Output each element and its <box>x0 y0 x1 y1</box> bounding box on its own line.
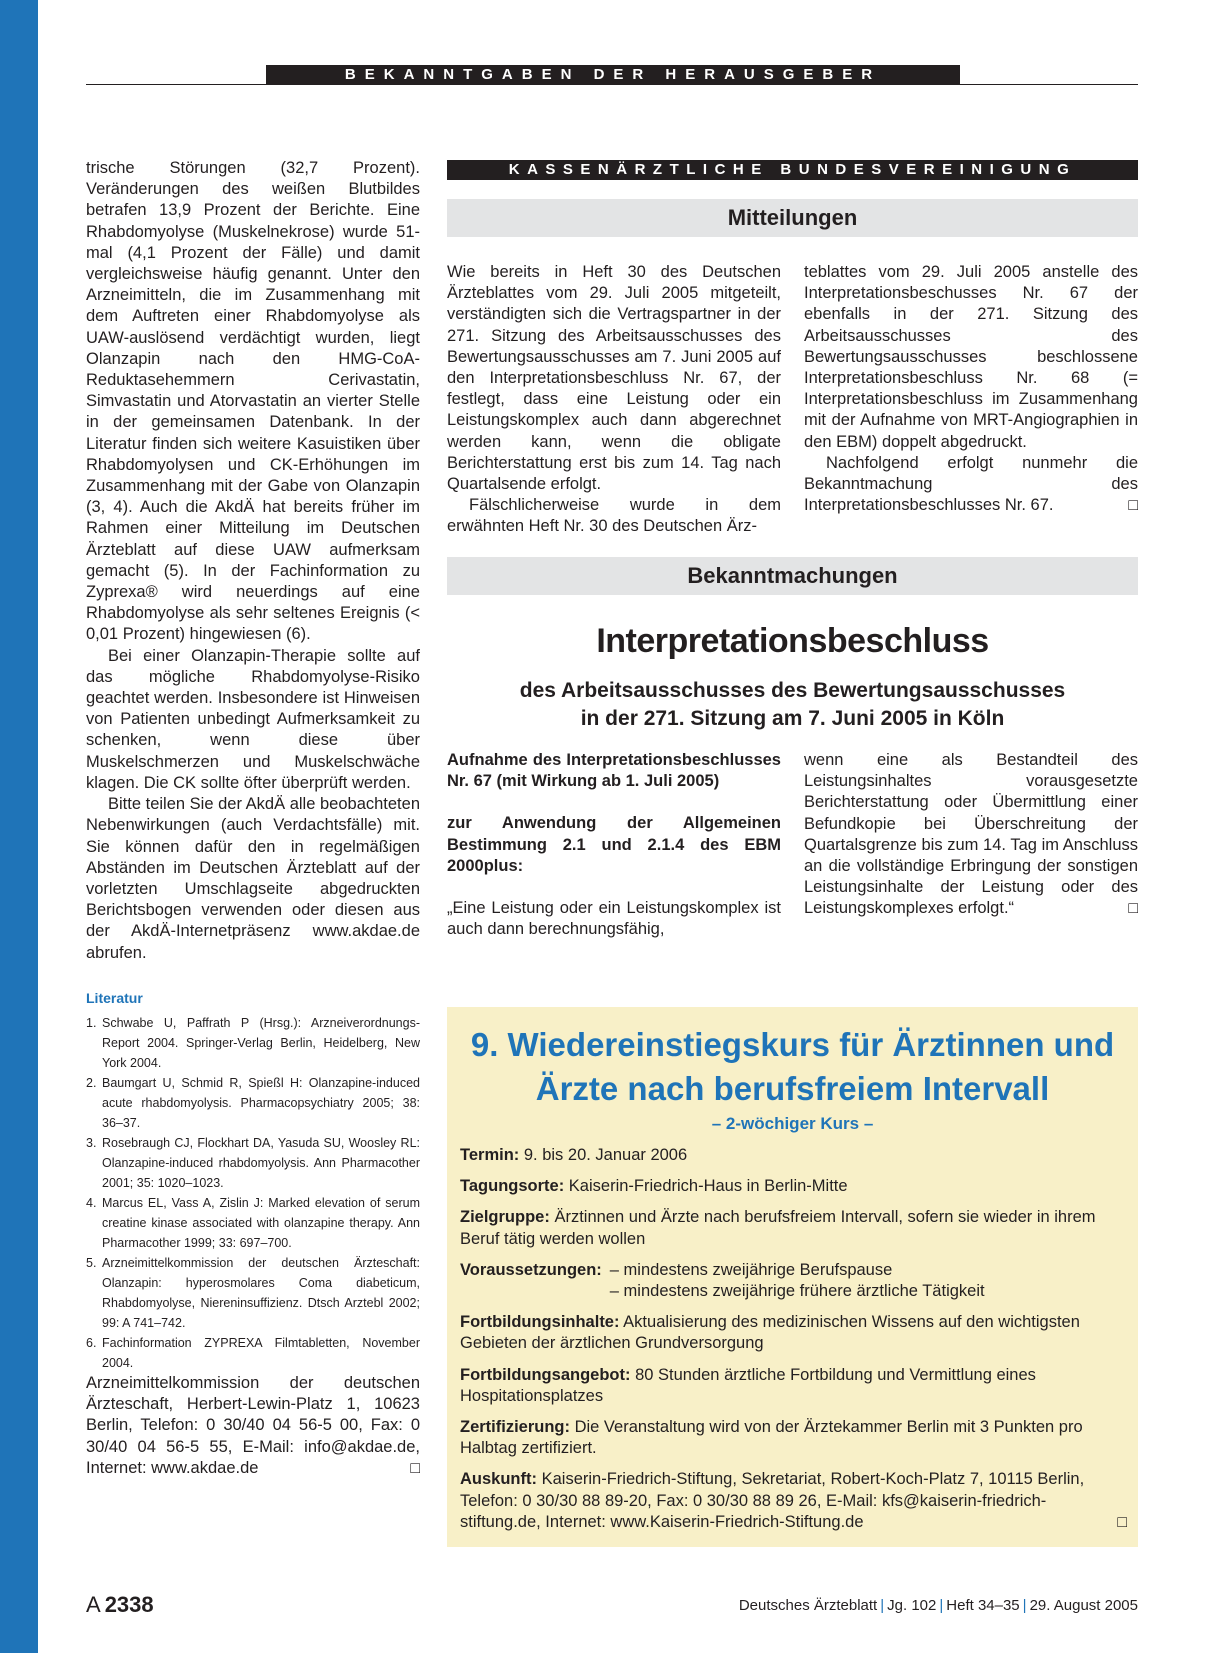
voraussetzungen-list <box>610 1260 985 1302</box>
zielgruppe-value: Ärztinnen und Ärzte nach berufsfreiem Intervall, sofern sie wieder in ihrem Beruf tätig werden wollen <box>460 1208 1096 1248</box>
course-title <box>447 1023 1138 1111</box>
termin-label: Termin: <box>460 1146 520 1164</box>
course-subtitle: – 2-wöchiger Kurs – <box>711 1114 874 1133</box>
course-title-line-1: 9. Wiedereinstiegskurs für Ärztinnen und <box>470 1026 1115 1063</box>
literature-item <box>86 1193 420 1253</box>
mitteilungen-column-1 <box>447 262 781 538</box>
interpretationsbeschluss-title: Interpretationsbeschluss <box>596 622 989 660</box>
course-angebot <box>460 1365 1127 1407</box>
left-paragraph-1: trische Störungen (32,7 Prozent). Veränderungen des weißen Blutbildes betrafen 13,9 Prozent der Berichte. Eine Rhabdomyolyse (Muskelnekrose) wurde 51-mal (4,1 Prozent der Fälle) und damit vergleichsweise häufig genannt. Unter den Arzneimitteln, die im Zusammenhang mit dem Auftreten einer Rhabdomyolyse als UAW-auslösend verdächtigt wurden, liegt Olanzapin nach den HMG-CoA-Reduktasehemmern Cerivastatin, Simvastatin und Atorvastatin an vierter Stelle in der gemeinsamen Datenbank. In der Literatur finden sich weitere Kasuistiken über Rhabdomyolysen und CK-Erhöhungen im Zusammenhang mit der Gabe von Olanzapin (3, 4). Auch die AkdÄ hat bereits früher im Rahmen einer Mitteilung im Deutschen Ärzteblatt auf diese UAW aufmerksam gemacht (5). In der Fachinformation zu Zyprexa® wird neuerdings auf eine Rhabdomyolyse als sehr seltenes Ereignis (< 0,01 Prozent) hingewiesen (6). <box>86 159 420 644</box>
mitteilungen-paragraph-4-text: Nachfolgend erfolgt nunmehr die Bekanntmachung des Interpretationsbeschlusses Nr. 67. <box>804 453 1138 515</box>
address-block <box>86 1373 420 1479</box>
literature-list <box>86 1013 420 1373</box>
subtitle-line-1: des Arbeitsausschusses des Bewertungsausschusses <box>519 679 1066 702</box>
beschluss-text-1: „Eine Leistung oder ein Leistungskomplex ist auch dann berechnungsfähig, <box>447 899 781 939</box>
journal-name: Deutsches Ärzteblatt <box>738 1597 878 1614</box>
literature-text: Schwabe U, Paffrath P (Hrsg.): Arzneiverordnungs-Report 2004. Springer-Verlag Berlin, Heidelberg, New York 2004. <box>102 1015 420 1070</box>
separator: | <box>1022 1597 1027 1614</box>
zert-value: Die Veranstaltung wird von der Ärztekammer Berlin mit 3 Punkten pro Halbtag zertifiziert. <box>460 1418 1083 1458</box>
course-details <box>460 1145 1127 1543</box>
separator: | <box>880 1597 885 1614</box>
journal-date: 29. August 2005 <box>1029 1597 1138 1614</box>
literature-number: 1. <box>86 1015 97 1030</box>
angebot-label: Fortbildungsangebot: <box>460 1365 631 1384</box>
beschluss-text-2-block <box>804 750 1138 920</box>
beschluss-bold-1: Aufnahme des Interpretationsbeschlusses Nr. 67 (mit Wirkung ab 1. Juli 2005) <box>447 751 781 791</box>
literature-number: 4. <box>86 1195 97 1210</box>
mitteilungen-heading: Mitteilungen <box>447 199 1138 237</box>
literature-text: Arzneimittelkommission der deutschen Ärzteschaft: Olanzapin: hyperosmolares Coma diabeticum, Rhabdomyolyse, Niereninsuffizienz. Dtsch Arztebl 2002; 99: A 741–742. <box>102 1255 420 1330</box>
termin-value: 9. bis 20. Januar 2006 <box>523 1146 688 1164</box>
page-number <box>86 1592 154 1618</box>
header-band: BEKANNTGABEN DER HERAUSGEBER <box>266 65 960 85</box>
inhalte-value: Aktualisierung des medizinischen Wissens auf den wichtigsten Gebieten der ärztlichen Grundversorgung <box>460 1313 1080 1353</box>
sidebar-stripe <box>0 0 38 1653</box>
zert-label: Zertifizierung: <box>460 1418 570 1437</box>
page-prefix: A <box>86 1592 101 1617</box>
course-inhalte <box>460 1312 1127 1354</box>
tagungsorte-label: Tagungsorte: <box>460 1177 565 1196</box>
subtitle-line-2: in der 271. Sitzung am 7. Juni 2005 in Köln <box>580 707 1005 730</box>
address-text: Arzneimittelkommission der deutschen Ärzteschaft, Herbert-Lewin-Platz 1, 10623 Berlin, Telefon: 0 30/40 04 56-5 00, Fax: 0 30/40 04 56-5 55, E-Mail: info@akdae.de, Internet: www.akdae.de <box>86 1373 420 1477</box>
mitteilungen-column-2 <box>804 262 1138 516</box>
end-mark-icon: □ <box>1128 497 1138 515</box>
literature-number: 6. <box>86 1335 97 1350</box>
zielgruppe-label: Zielgruppe: <box>460 1208 550 1227</box>
literature-number: 2. <box>86 1075 97 1090</box>
left-column <box>86 158 420 1479</box>
course-termin <box>460 1145 1127 1166</box>
literature-item <box>86 1333 420 1373</box>
mitteilungen-paragraph-2: Fälschlicherweise wurde in dem erwähnten Heft Nr. 30 des Deutschen Ärz- <box>447 496 781 536</box>
mitteilungen-paragraph-3: teblattes vom 29. Juli 2005 anstelle des Interpretationsbeschusses Nr. 67 der ebenfalls in der 271. Sitzung des Arbeitsausschusses des Bewertungsausschusses beschlossene Interpretationsbeschluss Nr. 68 (= Interpretationsbeschluss im Zusammenhang mit der Aufnahme von MRT-Angiographien in den EBM) doppelt abgedruckt. <box>804 263 1138 451</box>
voraussetzungen-label: Voraussetzungen: <box>460 1260 602 1279</box>
literature-text: Marcus EL, Vass A, Zislin J: Marked elevation of serum creatine kinase associated with olanzapine therapy. Ann Pharmacother 1999; 33: 697–700. <box>102 1195 420 1250</box>
literature-item <box>86 1013 420 1073</box>
course-auskunft <box>460 1469 1127 1533</box>
literature-item <box>86 1253 420 1333</box>
left-paragraph-2: Bei einer Olanzapin-Therapie sollte auf das mögliche Rhabdomyolyse-Risiko geachtet werden. Insbesondere ist Hinweisen von Patienten unbedingt Aufmerksamkeit zu schenken, wenn diese über Muskelschmerzen und Muskelschwäche klagen. Die CK sollte öfter überprüft werden. <box>86 646 420 792</box>
course-zertifizierung <box>460 1417 1127 1459</box>
journal-info <box>739 1597 1138 1614</box>
end-mark-icon: □ <box>1117 1513 1127 1531</box>
beschluss-bold-2: zur Anwendung der Allgemeinen Bestimmung 2.1 und 2.1.4 des EBM 2000plus: <box>447 814 781 875</box>
auskunft-value: Kaiserin-Friedrich-Stiftung, Sekretariat, Robert-Koch-Platz 7, 10115 Berlin, Telefon: 0 30/30 88 89-20, Fax: 0 30/30 88 89 26, E-Mail: kfs@kaiserin-friedrich-stiftung.de, Internet: www.Kaiserin-Friedrich-Stiftung.de <box>460 1470 1085 1531</box>
mitteilungen-paragraph-1: Wie bereits in Heft 30 des Deutschen Ärzteblattes vom 29. Juli 2005 mitgeteilt, verständigten sich die Vertragspartner in der 271. Sitzung des Arbeitsausschusses des Bewertungsausschusses am 7. Juni 2005 auf den Interpretationsbeschluss Nr. 67, der festlegt, dass eine Leistung oder ein Leistungskomplex auch dann abgerechnet werden kann, wenn die obligate Berichterstattung erst bis zum 14. Tag nach Quartalsende erfolgt. <box>447 263 781 494</box>
interpretationsbeschluss-subtitle <box>447 677 1138 733</box>
bekanntmachungen-heading: Bekanntmachungen <box>447 557 1138 595</box>
mitteilungen-paragraph-4 <box>804 453 1138 517</box>
end-mark-icon: □ <box>1128 900 1138 918</box>
angebot-value: 80 Stunden ärztliche Fortbildung und Vermittlung eines Hospitationsplatzes <box>460 1365 1036 1405</box>
course-zielgruppe <box>460 1207 1127 1249</box>
course-voraussetzungen <box>460 1260 1127 1302</box>
voraussetzung-item: – mindestens zweijährige Berufspause <box>609 1260 893 1279</box>
auskunft-label: Auskunft: <box>460 1470 537 1489</box>
literature-item <box>86 1073 420 1133</box>
page-number-value: 2338 <box>104 1592 154 1617</box>
journal-issue: Heft 34–35 <box>946 1597 1020 1614</box>
literature-text: Fachinformation ZYPREXA Filmtabletten, November 2004. <box>102 1335 420 1370</box>
course-box <box>447 1007 1138 1547</box>
literature-text: Rosebraugh CJ, Flockhart DA, Yasuda SU, Woosley RL: Olanzapine-induced rhabdomyolysis. Ann Pharmacother 2001; 35: 1020–1023. <box>102 1135 420 1190</box>
beschluss-column-2 <box>804 750 1138 920</box>
beschluss-text-2: wenn eine als Bestandteil des Leistungsinhaltes vorausgesetzte Berichterstattung oder Übermittlung einer Befundkopie bei Überschreitung der Quartalsgrenze bis zum 14. Tag im Anschluss an die vollständige Erbringung der sonstigen Leistungsinhalte der Leistung oder des Leistungskomplexes erfolgt.“ <box>804 751 1138 918</box>
inhalte-label: Fortbildungsinhalte: <box>460 1313 620 1332</box>
kbv-band: KASSENÄRZTLICHE BUNDESVEREINIGUNG <box>447 160 1138 180</box>
course-tagungsorte <box>460 1176 1127 1197</box>
literature-item <box>86 1133 420 1193</box>
course-title-line-2: Ärzte nach berufsfreiem Intervall <box>535 1070 1050 1107</box>
literature-number: 5. <box>86 1255 97 1270</box>
voraussetzung-item: – mindestens zweijährige frühere ärztliche Tätigkeit <box>609 1282 985 1301</box>
beschluss-column-1 <box>447 750 781 940</box>
literature-number: 3. <box>86 1135 97 1150</box>
literature-text: Baumgart U, Schmid R, Spießl H: Olanzapine-induced acute rhabdomyolysis. Pharmacopsychiatry 2005; 38: 36–37. <box>102 1075 420 1130</box>
tagungsorte-value: Kaiserin-Friedrich-Haus in Berlin-Mitte <box>568 1177 848 1196</box>
separator: | <box>939 1597 944 1614</box>
journal-volume: Jg. 102 <box>887 1597 937 1614</box>
end-mark-icon: □ <box>410 1459 420 1477</box>
left-paragraph-3: Bitte teilen Sie der AkdÄ alle beobachteten Nebenwirkungen (auch Verdachtsfälle) mit. Sie können dafür den in regelmäßigen Abständen im Deutschen Ärzteblatt auf der vorletzten Umschlagseite abgedruckten Berichtsbogen verwenden oder diesen aus der AkdÄ-Internetpräsenz www.akdae.de abrufen. <box>86 795 420 962</box>
literature-heading: Literatur <box>86 989 143 1006</box>
